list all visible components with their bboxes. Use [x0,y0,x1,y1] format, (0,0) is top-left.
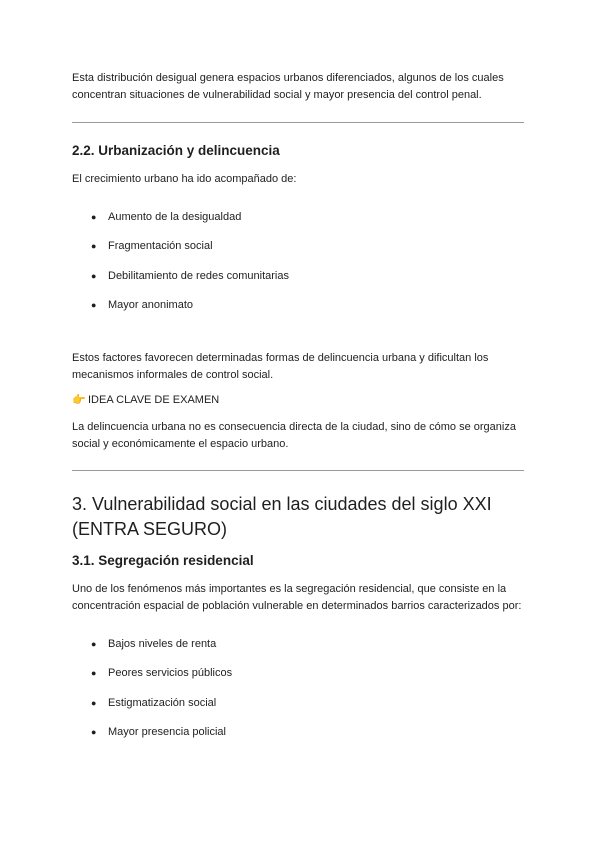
section-2-2-lead: El crecimiento urbano ha ido acompañado de: [72,173,297,185]
section-divider [72,122,524,123]
list-item: ● Debilitamiento de redes comunitarias [91,269,289,282]
list-item: ● Peores servicios públicos [91,667,233,680]
section-divider [72,470,524,471]
section-3-1-list [72,636,232,753]
list-item: ● Fragmentación social [91,240,213,253]
bullet-icon: ● [91,668,97,679]
bullet-icon: ● [91,241,97,252]
exam-key-label: 👉 IDEA CLAVE DE EXAMEN [72,394,220,406]
section-2-2-conclusion: Estos factores favorecen determinadas formas de delincuencia urbana y dificultan los mecanismos informales de control social. [72,352,489,381]
list-item: ● Mayor presencia policial [91,725,226,738]
list-item: ● Bajos niveles de renta [91,638,217,650]
list-item: ● Mayor anonimato [91,298,193,311]
list-item: ● Estigmatización social [91,696,217,709]
bullet-icon: ● [91,639,97,649]
bullet-icon: ● [91,270,97,281]
bullet-icon: ● [91,212,97,222]
pointing-hand-icon: 👉 [72,394,86,406]
section-3-1-heading: 3.1. Segregación residencial [72,553,254,568]
section-2-2-heading: 2.2. Urbanización y delincuencia [72,143,280,158]
section-3-1-lead: Uno de los fenómenos más importantes es la segregación residencial, que consiste en la concentración espacial de población vulnerable en determinados barrios caracterizados por: [72,583,522,612]
bullet-icon: ● [91,697,97,708]
list-item: ● Aumento de la desigualdad [91,211,242,223]
bullet-icon: ● [91,299,97,310]
section-2-2-list [72,209,289,326]
exam-key-text: La delincuencia urbana no es consecuencia directa de la ciudad, sino de cómo se organiza social y económicamente el espacio urbano. [72,421,516,450]
section-3-heading: 3. Vulnerabilidad social en las ciudades del siglo XXI (ENTRA SEGURO) [72,494,492,539]
intro-paragraph: Esta distribución desigual genera espacios urbanos diferenciados, algunos de los cuales concentran situaciones de vulnerabilidad social y mayor presencia del control penal. [72,72,504,101]
bullet-icon: ● [91,726,97,737]
